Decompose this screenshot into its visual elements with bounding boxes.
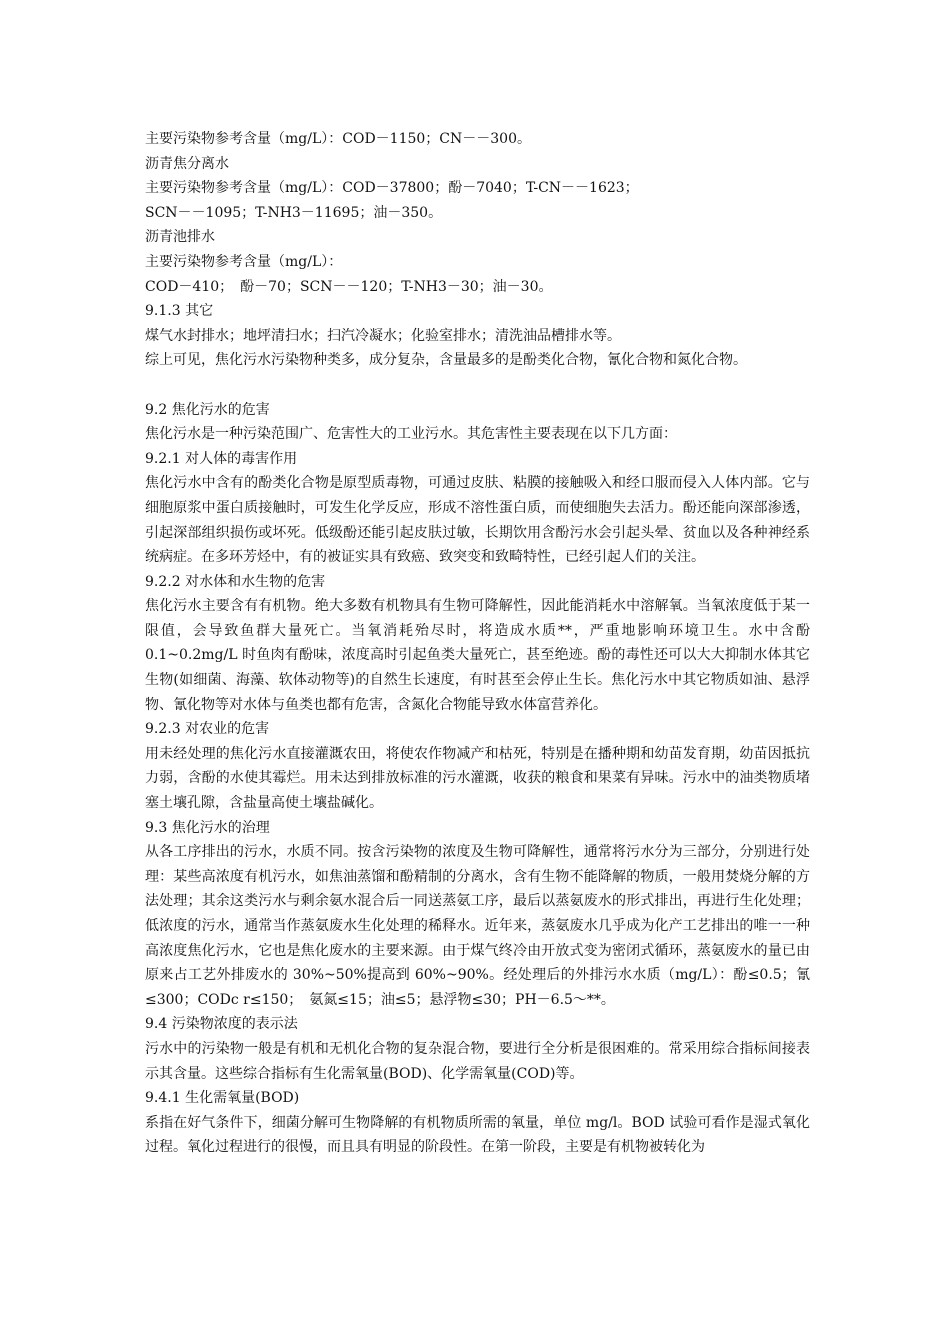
- text-line: 煤气水封排水；地坪清扫水；扫汽冷凝水；化验室排水；清洗油品槽排水等。: [145, 327, 621, 344]
- paragraph: 焦化污水中含有的酚类化合物是原型质毒物，可通过皮肤、粘膜的接触吸入和经口服而侵入人体内部。它与细胞原浆中蛋白质接触时，可发生化学反应，形成不溶性蛋白质，而使细胞失去活力。酚还能向深部渗透，引起深部组织损伤或坏死。低级酚还能引起皮肤过敏，长期饮用含酚污水会引起头晕、贫血以及各种神经系统病症。在多环芳烃中，有的被证实具有致癌、致突变和致畸特性，已经引起人们的关注。: [145, 475, 810, 566]
- section-heading: 9.4 污染物浓度的表示法: [145, 1016, 298, 1033]
- text-line: 主要污染物参考含量（mg/L）：COD－1150；CN－－300。: [145, 131, 531, 147]
- section-heading: 9.3 焦化污水的治理: [145, 819, 270, 836]
- section-heading: 9.2.2 对水体和水生物的危害: [145, 573, 326, 590]
- section-heading: 9.4.1 生化需氧量(BOD): [145, 1090, 300, 1107]
- text-line: 焦化污水是一种污染范围广、危害性大的工业污水。其危害性主要表现在以下几方面：: [145, 426, 677, 443]
- paragraph: 从各工序排出的污水，水质不同。按含污染物的浓度及生物可降解性，通常将污水分为三部分，分别进行处理：某些高浓度有机污水，如焦油蒸馏和酚精制的分离水，含有生物不能降解的物质，一般用焚烧分解的方法处理；其余这类污水与剩余氨水混合后一同送蒸氨工序，最后以蒸氨废水的形式排出，再进行生化处理；低浓度的污水，通常当作蒸氨废水生化处理的稀释水。近年来，蒸氨废水几乎成为化产工艺排出的唯一一种高浓度焦化污水，它也是焦化废水的主要来源。由于煤气终冷由开放式变为密闭式循环，蒸氨废水的量已由原来占工艺外排废水的 30%~50%提高到 60%~90%。经处理后的外排污水水质（mg/L）：酚≤0.5；氰≤300；CODc r≤150； 氨氮≤15；油≤5；悬浮物≤30；PH－6.5～**。: [145, 844, 810, 1008]
- section-heading: 9.2 焦化污水的危害: [145, 401, 270, 418]
- text-line: COD－410； 酚－70；SCN－－120；T-NH3－30；油－30。: [145, 278, 553, 295]
- blank-line: [145, 373, 810, 398]
- document-page: [145, 127, 810, 1160]
- text-line: 主要污染物参考含量（mg/L）：: [145, 253, 343, 270]
- text-line: 主要污染物参考含量（mg/L）：COD－37800；酚－7040；T-CN－－1623；: [145, 180, 639, 197]
- section-heading: 9.2.1 对人体的毒害作用: [145, 450, 298, 467]
- paragraph: 焦化污水主要含有有机物。绝大多数有机物具有生物可降解性，因此能消耗水中溶解氧。当氧浓度低于某一限值，会导致鱼群大量死亡。当氧消耗殆尽时，将造成水质**，严重地影响环境卫生。水中含酚 0.1~0.2mg/L 时鱼肉有酚味，浓度高时引起鱼类大量死亡，甚至绝迹。酚的毒性还可以大大抑制水体其它生物(如细菌、海藻、软体动物等)的自然生长速度，有时甚至会停止生长。焦化污水中其它物质如油、悬浮物、氰化物等对水体与鱼类也都有危害，含氮化合物能导致水体富营养化。: [145, 598, 810, 713]
- subheading: 沥青焦分离水: [145, 155, 229, 172]
- section-heading: 9.1.3 其它: [145, 303, 214, 320]
- text-line: 综上可见，焦化污水污染物种类多，成分复杂，含量最多的是酚类化合物，氰化合物和氮化合物。: [145, 352, 747, 369]
- section-heading: 9.2.3 对农业的危害: [145, 721, 270, 738]
- subheading: 沥青池排水: [145, 229, 215, 246]
- text-line: SCN－－1095；T-NH3－11695；油－350。: [145, 204, 443, 221]
- paragraph: 污水中的污染物一般是有机和无机化合物的复杂混合物，要进行全分析是很困难的。常采用综合指标间接表示其含量。这些综合指标有生化需氧量(BOD)、化学需氧量(COD)等。: [145, 1040, 810, 1082]
- paragraph: 用未经处理的焦化污水直接灌溉农田，将使农作物减产和枯死，特别是在播种期和幼苗发育期，幼苗因抵抗力弱，含酚的水使其霉烂。用未达到排放标准的污水灌溉，收获的粮食和果菜有异味。污水中的油类物质堵塞土壤孔隙，含盐量高使土壤盐碱化。: [145, 745, 810, 812]
- paragraph: 系指在好气条件下，细菌分解可生物降解的有机物质所需的氧量，单位 mg/l。BOD 试验可看作是湿式氧化过程。氧化过程进行的很慢，而且具有明显的阶段性。在第一阶段，主要是有机物被转化为: [145, 1114, 810, 1156]
